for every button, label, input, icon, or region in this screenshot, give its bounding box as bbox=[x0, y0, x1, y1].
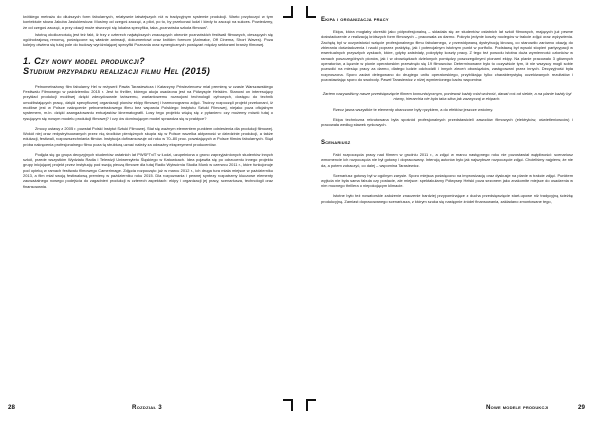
body-paragraph: Zmocy ustawy z 2005 r. powstał Polski Instytut Sztuki Filmowej. Stał się ważnym elementem punktem odniesienia dla produkcji filmowej. Wokół niej oraz redystrybuowanych przez nią środków pieniężnych skupia się w Polsce wszelka aktywność w dziedzinie produkcji, a także edukacji, festiwali, rozpowszechniania filmów. Instytucja dofinansowuje od roku w 70–80 proc. powstających w Polsce filmów fabularnych. Stąd próba nakręcenia profesjonalnego filmu poza tą strukturą uznać należy za odważny eksperyment producentów. bbox=[23, 125, 273, 147]
section-heading-text: Ekipa i organizacja pracy bbox=[321, 17, 389, 23]
body-paragraph: Rzecz jasna wszystkie te elementy obarczone były ryzykiem, a do efektów jeszcze wrócimy. bbox=[333, 106, 494, 112]
chapter-heading-line-1: 1. Czy nowy model produkcji? bbox=[23, 55, 145, 66]
page-number-right: 29 bbox=[578, 404, 585, 411]
running-footer-right: Nowe modele produkcji bbox=[486, 404, 549, 411]
body-paragraph: Istotne było też nowatorskie założenie znaczenie bardziej przypominające z ducha przedsięwzięcie start-upowe niż tradycyjną ścieżkę produkcyjną. Zamiast dopracowanego scenariusza, z którym szuka się następnie źródeł finansowania, zakładano zmontowane tego, bbox=[321, 193, 573, 204]
body-paragraph: Podjęła się go grupa decyzyjnych studentów ostatnich lat PWSFTviT w Łodzi, uzupełniona o grono zaprzyjaźnionych studentów innych szkół, przede wszystkim Wydziału Radia i Telewizji Uniwersytetu Śląskiego w Katowicach. Idea pojawiła się po odrzuceniu innego projektu grupy inicjującej projekt przez instytucję pod swoją pieczą filmowe dla tutaj Radio Wytwórnia Studia Munk w czerwcu 2011 r., które funkcjonuje pod opieką w ramach festiwalu filmowego Camerimage. Zdjęcia rozpoczęto już w marcu 2012 r., ich druga tura miała miejsce w październiku 2013, a film miał swoją festiwalową premierę w październiku roku 2015. Dla rozpoznania i pewnej syntezy rozpatrzmy kluczowe elementy zauważalnego nowego podejścia do zagadnień produkcji w czterech aspektach: ekipy i organizacji jej pracy, scenariusza, technologii oraz finansowania. bbox=[23, 151, 273, 189]
body-paragraph: krótkiego metrażu do dłuższych form fabularnych, relatywnie łatwiejszych niż w tradycyjnym systemie produkcji. Warto przytoczyć w tym kontekście słowa Jakuba Jasiukiewicza: Musimy od czegoś zacząć, a pilot, po to, by przekonać ludzi i kiedy to zacząć na sukces. Powiedzmy, że od czegoś zacząć, a przy okazji może stworzyć się lokalna specyfika, taka „poznańska szkoła filmowa”. bbox=[23, 14, 273, 30]
body-paragraph: Scenariusz gotowy był w ogólnym zarysie. Sporo miejsca poświęcono na improwizację oraz dyskusje na planie w trakcie zdjęć. Punktem wyjścia nie była sama fabuła czy postacie, ale miejsce: spektakularny Półwysep Helski poza sezonem jako znakomite miejsce do osadzenia w nim mocnego thrillera o niepokojącym klimacie. bbox=[321, 172, 573, 189]
right-page bbox=[300, 0, 600, 424]
chapter-heading bbox=[23, 56, 273, 77]
left-column bbox=[23, 14, 273, 191]
section-heading-ekipa bbox=[321, 17, 573, 23]
body-paragraph: Ekipa, która mogłaby określić jako półprofesjonalną – składała się ze studentów ostatnich lat szkół filmowych, mających już pewne doświadczenie z realizacją krótszych form filmowych – pracowała za darmo. Pokryto jedynie koszty noclegów w trakcie zdjęć oraz wyżywienia. Zachętą był w oczywistości wzięcie profesjonalnego filmu fabularnego, z przewidywaną dystrybucją kinową, co stanowiło zarówno okazję do zbierania doświadczenia i nauki poprzez praktykę, jak i potencjalnym istotnym punkt w portfolio. Podstawą był wysoki stopień partycypacji w ewentualnych przyszłych zyskach, które, gdyby zaistniały, pokryłyby koszty pracy. Z tego też powodu istotna duża wymienność członków w ramach poszczególnych pionów, jak i w obowiązkach dzielonych pomiędzy poszczególnymi pionami ekipy. Na planie pracowało 3 głównych operatorów, a łącznie w pionie operatorskim przewinęło się 19 filmowców. Determinowane było to oczywiście tym, iż nie wszyscy mogli sobie pozwolić na miesiąc pracy za darmo, dlatego ludzie odchodzili i innych zleceń obowiązków, zastępowani przez innych. Decyzyjność była rozproszona. Sporo zadań delegowano do drugiego unitu operatorskiego, przybliżając tylko charakterystykę oczekiwanych rezultatów i pozostawiając sporo do swobody. Paweł Tarasiewicz z niżej wymienionego kadru wspomina: bbox=[321, 29, 573, 83]
right-column bbox=[321, 14, 573, 205]
body-paragraph: Fakt rozpoczęcia pracy nad filmem w grudniu 2011 r., a zdjęć w marcu następnego roku nie pozostawiał wątpliwości: scenariusz wmomencie ich rozpoczęcia nie był gotowy i dopracowany. Intencją autorów było jak najszybsze rozpoczęcie zdjęć. Chcieliśmy najpierw, że nie da, a potem zobaczyć, co dalej – wspomina Tarasiewicz. bbox=[321, 151, 573, 168]
section-heading-text: Scenariusz bbox=[321, 139, 351, 146]
body-paragraph: Ekipa techniczna rekrutowana była spośród profesjonalnych przedstawicieli zawodów filmowych (elektryków, oświetleniowców) i pracowała według stawek rynkowych. bbox=[321, 116, 573, 127]
block-quote: Żartem nazywaliśmy nasze przedsięwzięcie filmem komunistycznym, ponieważ każdy miał wolność, dawał coś od siebie, a na planie każdy był równy, hierarchia nie była taka silna jak zazwyczaj w ekipach. bbox=[322, 91, 572, 102]
body-paragraph: Istotną okolicznością jest też fakt, iż trzy z czterech największych znaczących obecnie poznańskich festiwali filmowych, cieszących się ogólnokrajową renomą, poświęcone są właśnie animacji, dokumentowi oraz krótkim formom (Animator, Off Cinema, Short Waves). Poza kolejny otwiera się tutaj pole do budowy wyróżniającej specyfiki Poznania oraz synergicznych powiązań między sektorami branży filmowej. bbox=[23, 31, 273, 48]
body-paragraph: Pełnometrażowy film fabularny Hel w reżyserii Pawła Tarasiewicza i Katarzyny Priwieziencew miał premierę w czasie Warszawskiego Festiwalu Filmowego w październiku 2015 r. Jest to thriller, którego akcja osadzona jest na Półwyspie Helskim. Stanowi on interesujący przykład produkcji możliwej dzięki zdecydowanie tańszemu, wariantowemu rozwojowi technologii cyfrowych, dostępu do technik umożliwiających pracę, dzięki specyficznej organizacji pionów ekipy filmowej i harmonogramu zdjęć. Twórcy rozpoczęli projekt przekonani, iż możliwe jest w Polsce nakręcenie pełnometrażowego filmu bez wsparcia Polskiego Instytutu Sztuki Filmowej, niejako poza oficjalnym systemem, m.in. dzięki zaangażowaniu entuzjastów kinematografii. Losy tego projektu wiążą się z pytaniem: czy możemy mówić tutaj o rysującym się nowym modelu produkcji filmowej? I czy ów dominującym model sprawdza się w praktyce? bbox=[23, 83, 273, 121]
chapter-heading-line-2: Studium przypadku realizacji filmu Hel (2015) bbox=[23, 66, 211, 77]
running-footer-left: Rozdział 3 bbox=[132, 404, 162, 411]
section-heading-scenariusz bbox=[321, 140, 573, 146]
page-number-left: 28 bbox=[8, 404, 15, 411]
